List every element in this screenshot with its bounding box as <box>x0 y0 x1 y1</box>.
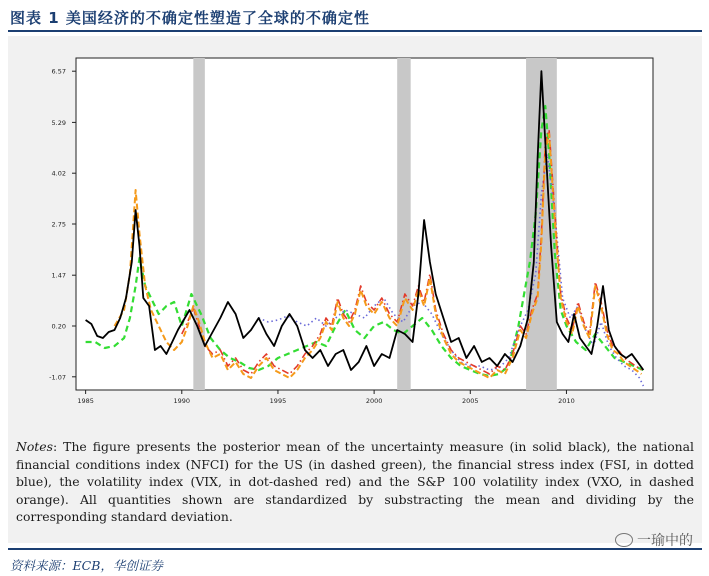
y-tick-label: 6.57 <box>51 67 66 76</box>
notes-text: : The figure presents the posterior mean of the uncertainty measure (in solid black), the national financial conditions index (NFCI) for the US (in dashed green), the financial stress index (FSI, in dotted blue), the volatility index (VIX, in dot-dashed red) and the S&P 100 volatility index (VXO, in dashed orange). All quantities shown are standardized by substracting the mean and dividing by the corresponding standard deviation. <box>16 439 694 524</box>
y-tick-label: 5.29 <box>51 118 66 127</box>
y-tick-label: 0.20 <box>51 322 66 331</box>
figure-panel <box>8 36 702 543</box>
title-bar <box>8 4 702 32</box>
recession-band-2 <box>397 58 410 390</box>
y-tick-label: 2.75 <box>51 220 66 229</box>
x-tick-label: 2000 <box>365 397 383 405</box>
y-tick-label: 1.47 <box>51 271 66 280</box>
figure-notes <box>16 438 694 526</box>
page-title: 图表 1 美国经济的不确定性塑造了全球的不确定性 <box>10 9 370 27</box>
wechat-icon <box>615 533 633 547</box>
x-tick-label: 1990 <box>173 397 191 405</box>
x-tick-label: 1985 <box>77 397 94 405</box>
line-chart <box>8 36 702 406</box>
source-bar <box>8 548 702 574</box>
y-tick-label: 4.02 <box>51 169 66 178</box>
x-tick-label: 2010 <box>558 397 575 405</box>
notes-label: Notes <box>16 439 53 454</box>
x-tick-label: 1995 <box>269 397 287 405</box>
source-note: 资料来源：ECB，华创证券 <box>10 558 163 573</box>
watermark <box>615 530 693 550</box>
x-tick-label: 2005 <box>462 397 479 405</box>
y-tick-label: -1.07 <box>49 373 66 382</box>
watermark-text: 一瑜中的 <box>637 533 693 549</box>
